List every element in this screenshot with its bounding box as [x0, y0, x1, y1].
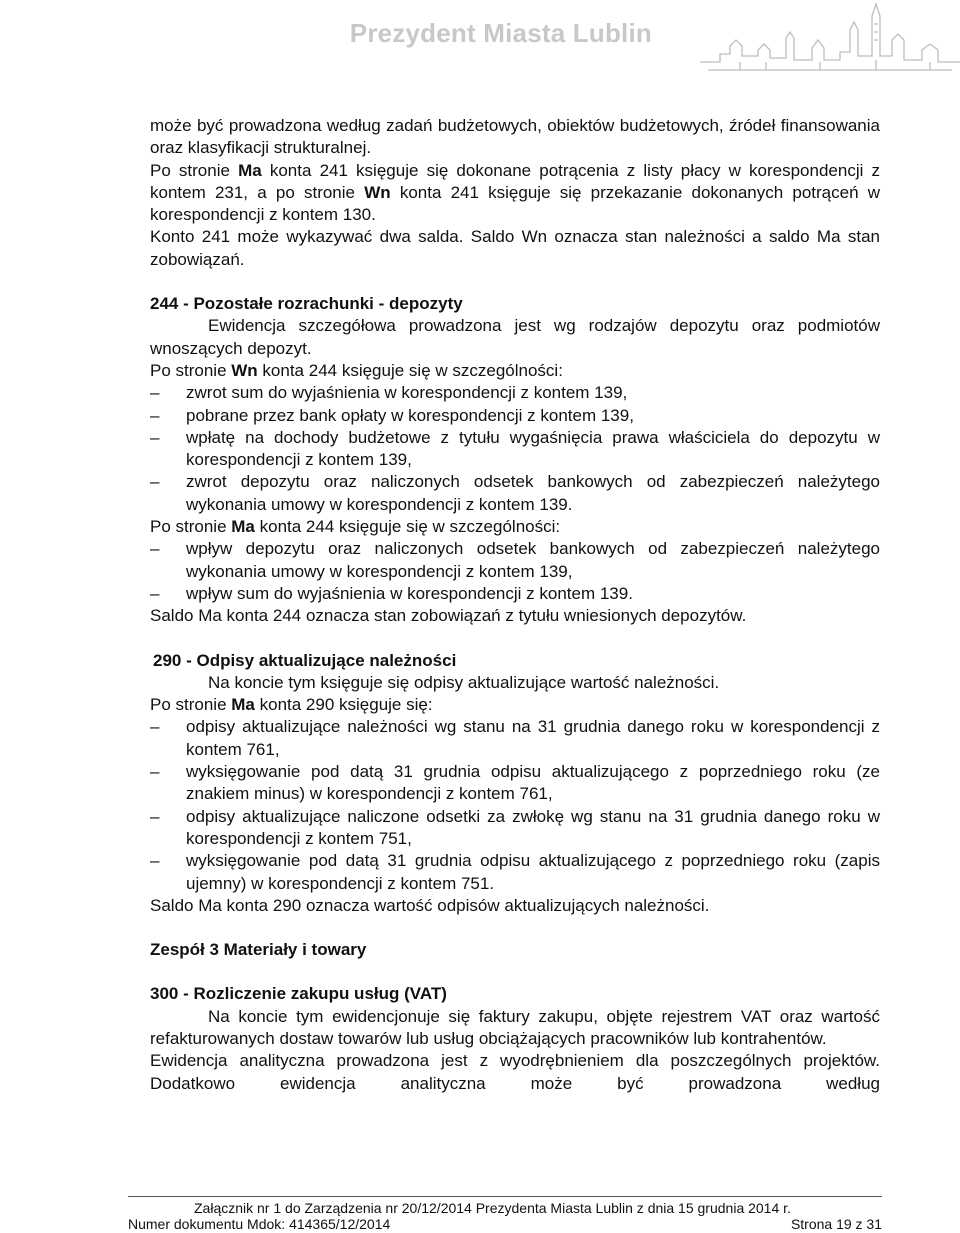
section-heading-300: 300 - Rozliczenie zakupu usług (VAT): [150, 984, 447, 1004]
paragraph: Na koncie tym ewidencjonuje się faktury zakupu, objęte rejestrem VAT oraz wartość refakturowanych dostaw towarów lub usług obciążających pracowników lub kontrahentów.: [150, 1006, 880, 1048]
list-item: – odpisy aktualizujące należności wg stanu na 31 grudnia danego roku w korespondencji z kontem 761,: [150, 716, 880, 761]
paragraph: Ewidencja analityczna prowadzona jest z wyodrębnieniem dla poszczególnych projektów. Dodatkowo ewidencja analityczna może być prowadzona według: [150, 1051, 880, 1093]
list-item: – wpłatę na dochody budżetowe z tytułu wygaśnięcia prawa właściciela do depozytu w korespondencji z kontem 139,: [150, 427, 880, 472]
paragraph: Saldo Ma konta 244 oznacza stan zobowiązań z tytułu wniesionych depozytów.: [150, 606, 747, 626]
section-heading-290: 290 - Odpisy aktualizujące należności: [153, 650, 457, 670]
page-footer: [128, 1216, 882, 1232]
list-item: – zwrot sum do wyjaśnienia w korespondencji z kontem 139,: [150, 382, 880, 404]
paragraph: Ewidencja szczegółowa prowadzona jest wg rodzajów depozytu oraz podmiotów wnoszących depozyt.: [150, 316, 880, 358]
document-body: [150, 115, 880, 1095]
list-item: – odpisy aktualizujące naliczone odsetki za zwłokę wg stanu na 31 grudnia danego roku w korespondencji z kontem 751,: [150, 806, 880, 851]
list-item: – zwrot depozytu oraz naliczonych odsetek bankowych od zabezpieczeń należytego wykonania umowy w korespondencji z kontem 139.: [150, 471, 880, 516]
paragraph: Po stronie Ma konta 290 księguje się:: [150, 695, 433, 715]
list-item: – pobrane przez bank opłaty w korespondencji z kontem 139,: [150, 405, 880, 427]
paragraph: Po stronie Ma konta 244 księguje się w szczególności:: [150, 517, 561, 537]
page-number: Strona 19 z 31: [790, 1216, 882, 1232]
zespol-heading: Zespół 3 Materiały i towary: [150, 940, 367, 960]
section-heading-244: 244 - Pozostałe rozrachunki - depozyty: [150, 294, 463, 314]
paragraph: może być prowadzona według zadań budżetowych, obiektów budżetowych, źródeł finansowania oraz klasyfikacji strukturalnej.: [150, 116, 880, 158]
list-item: – wpływ sum do wyjaśnienia w korespondencji z kontem 139.: [150, 583, 880, 605]
lublin-skyline-logo: [700, 0, 960, 80]
paragraph: Konto 241 może wykazywać dwa salda. Saldo Wn oznacza stan należności a saldo Ma stan zobowiązań.: [150, 227, 880, 269]
list-290-ma: [150, 716, 880, 894]
list-244-ma: [150, 538, 880, 605]
paragraph: Saldo Ma konta 290 oznacza wartość odpisów aktualizujących należności.: [150, 895, 710, 915]
document-number: Numer dokumentu Mdok: 414365/12/2014: [128, 1216, 391, 1232]
footer-attachment-note: Załącznik nr 1 do Zarządzenia nr 20/12/2014 Prezydenta Miasta Lublin z dnia 15 grudnia 2014 r.: [194, 1200, 791, 1216]
footer-divider: [128, 1196, 882, 1197]
header-title: Prezydent Miasta Lublin: [349, 18, 652, 48]
paragraph: Na koncie tym księguje się odpisy aktualizujące wartość należności.: [208, 672, 720, 692]
list-244-wn: [150, 382, 880, 516]
list-item: – wpływ depozytu oraz naliczonych odsetek bankowych od zabezpieczeń należytego wykonania umowy w korespondencji z kontem 139,: [150, 538, 880, 583]
list-item: – wyksięgowanie pod datą 31 grudnia odpisu aktualizującego z poprzedniego roku (zapis ujemny) w korespondencji z kontem 751.: [150, 850, 880, 895]
list-item: – wyksięgowanie pod datą 31 grudnia odpisu aktualizującego z poprzedniego roku (ze znakiem minus) w korespondencji z kontem 761,: [150, 761, 880, 806]
paragraph: Po stronie Wn konta 244 księguje się w szczególności:: [150, 360, 563, 380]
paragraph: Po stronie Ma konta 241 księguje się dokonane potrącenia z listy płacy w korespondencji z kontem 231, a po stronie Wn konta 241 księguje się przekazanie dokonanych potrąceń w korespondencji z kontem 130.: [150, 160, 881, 225]
